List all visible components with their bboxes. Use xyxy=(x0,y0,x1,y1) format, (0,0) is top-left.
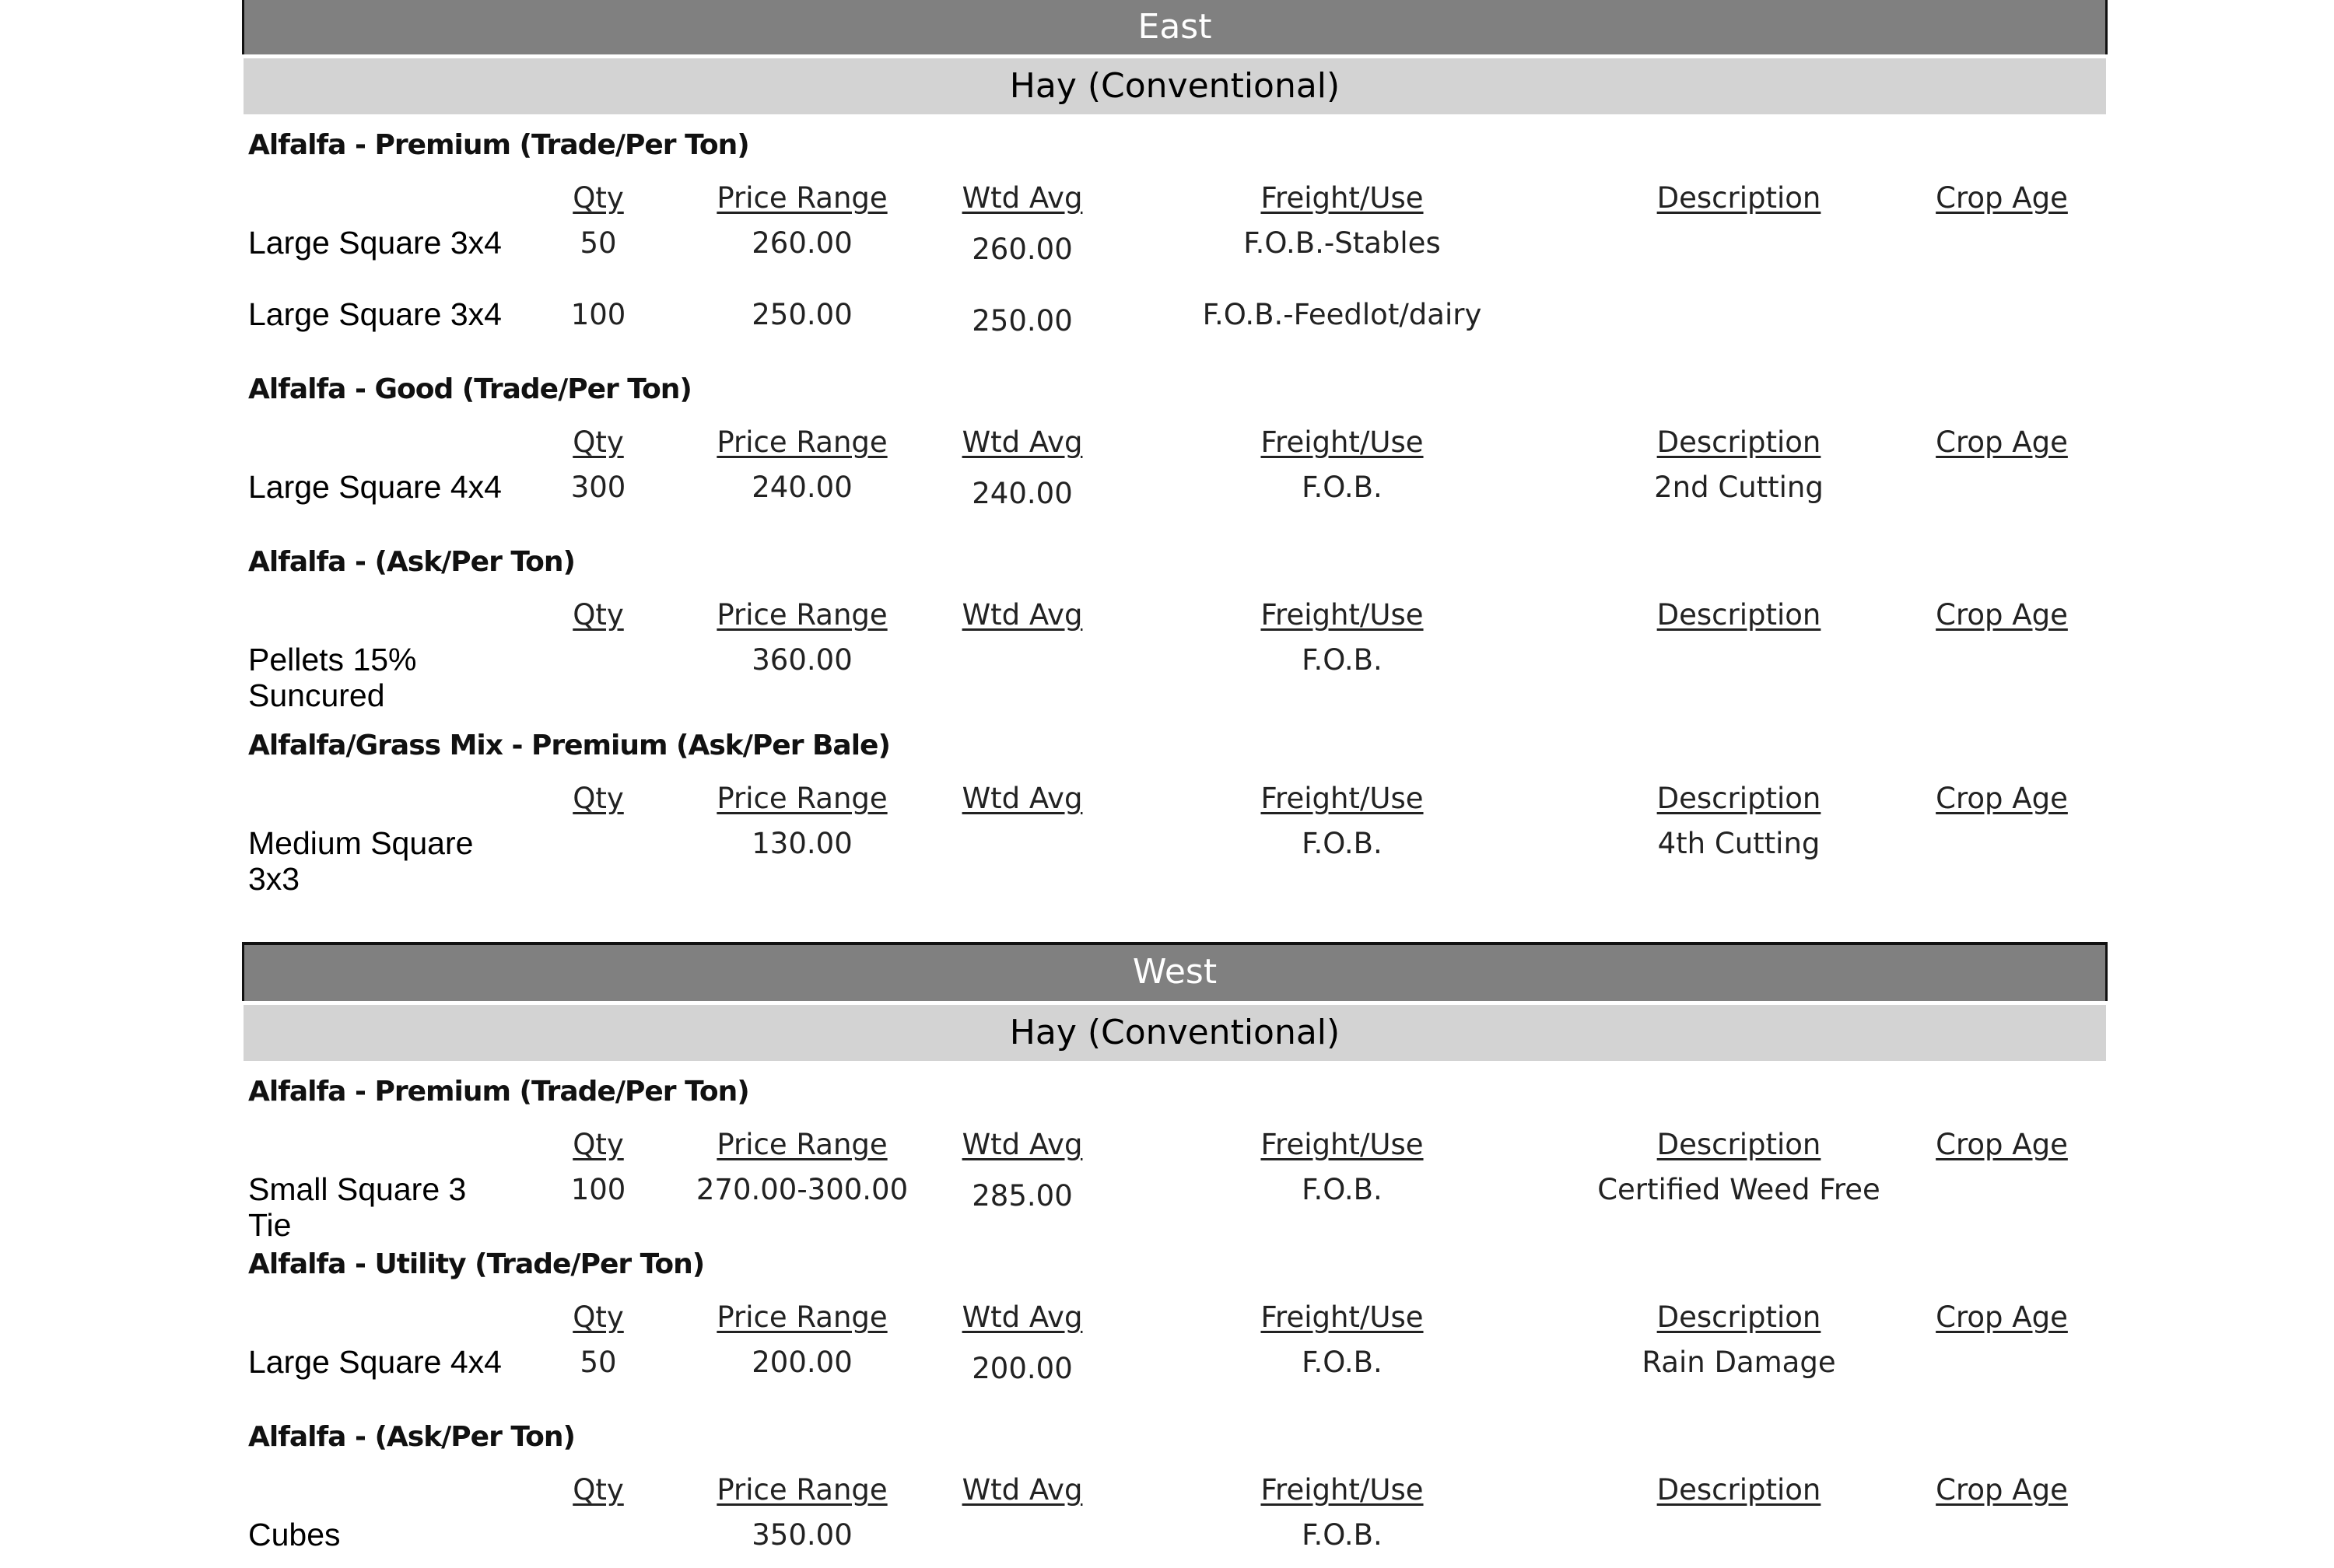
col-description: Description xyxy=(1656,782,1821,815)
col-wtd-avg: Wtd Avg xyxy=(962,598,1083,632)
col-price-range: Price Range xyxy=(717,1128,888,1161)
col-description: Description xyxy=(1656,181,1821,215)
column-header-row xyxy=(242,782,2108,817)
item-name: Large Square 3x4 xyxy=(248,296,502,332)
region-header: East xyxy=(242,0,2108,54)
col-freight-use: Freight/Use xyxy=(1260,425,1424,459)
col-qty: Qty xyxy=(573,782,624,815)
col-price-range: Price Range xyxy=(717,598,888,632)
wtd-avg-value: 240.00 xyxy=(972,477,1073,510)
freight-use-value: F.O.B. xyxy=(1302,827,1383,860)
col-freight-use: Freight/Use xyxy=(1260,782,1424,815)
section-title: Alfalfa - (Ask/Per Ton) xyxy=(248,1421,575,1453)
table-row xyxy=(242,1171,2108,1243)
region-header: West xyxy=(242,942,2108,1001)
table-row xyxy=(242,225,2108,266)
col-freight-use: Freight/Use xyxy=(1260,1473,1424,1507)
price-range-value: 270.00-300.00 xyxy=(696,1173,909,1206)
column-header-row xyxy=(242,1473,2108,1509)
category-header: Hay (Conventional) xyxy=(244,58,2106,114)
col-wtd-avg: Wtd Avg xyxy=(962,782,1083,815)
price-range-value: 350.00 xyxy=(752,1518,853,1552)
col-crop-age: Crop Age xyxy=(1936,782,2068,815)
col-freight-use: Freight/Use xyxy=(1260,1300,1424,1334)
description-value: 4th Cutting xyxy=(1657,827,1821,860)
freight-use-value: F.O.B. xyxy=(1302,1346,1383,1379)
col-description: Description xyxy=(1656,598,1821,632)
wtd-avg-value: 250.00 xyxy=(972,304,1073,338)
col-price-range: Price Range xyxy=(717,425,888,459)
column-header-row xyxy=(242,1128,2108,1164)
report-page xyxy=(242,0,2108,1554)
col-qty: Qty xyxy=(573,425,624,459)
freight-use-value: F.O.B. xyxy=(1302,1518,1383,1552)
qty-value: 50 xyxy=(580,1346,617,1379)
col-crop-age: Crop Age xyxy=(1936,425,2068,459)
description-value: Rain Damage xyxy=(1642,1346,1836,1379)
column-header-row xyxy=(242,598,2108,634)
table-row xyxy=(242,1344,2108,1385)
col-freight-use: Freight/Use xyxy=(1260,181,1424,215)
item-name: Large Square 4x4 xyxy=(248,1344,502,1380)
freight-use-value: F.O.B. xyxy=(1302,471,1383,504)
freight-use-value: F.O.B.-Feedlot/dairy xyxy=(1202,298,1482,331)
freight-use-value: F.O.B. xyxy=(1302,1173,1383,1206)
item-name: Small Square 3 Tie xyxy=(248,1171,467,1243)
item-name: Large Square 3x4 xyxy=(248,225,502,261)
col-description: Description xyxy=(1656,1473,1821,1507)
freight-use-value: F.O.B.-Stables xyxy=(1243,226,1441,260)
section-title: Alfalfa - (Ask/Per Ton) xyxy=(248,546,575,578)
price-range-value: 250.00 xyxy=(752,298,853,331)
col-wtd-avg: Wtd Avg xyxy=(962,181,1083,215)
region-east xyxy=(242,0,2108,898)
col-qty: Qty xyxy=(573,181,624,215)
item-name: Cubes xyxy=(248,1517,341,1552)
wtd-avg-value: 200.00 xyxy=(972,1352,1073,1385)
col-crop-age: Crop Age xyxy=(1936,598,2068,632)
price-range-value: 200.00 xyxy=(752,1346,853,1379)
price-range-value: 260.00 xyxy=(752,226,853,260)
col-price-range: Price Range xyxy=(717,782,888,815)
col-qty: Qty xyxy=(573,598,624,632)
column-header-row xyxy=(242,425,2108,461)
section-title: Alfalfa - Premium (Trade/Per Ton) xyxy=(248,129,749,161)
col-freight-use: Freight/Use xyxy=(1260,1128,1424,1161)
col-crop-age: Crop Age xyxy=(1936,181,2068,215)
region-west xyxy=(242,942,2108,1554)
col-wtd-avg: Wtd Avg xyxy=(962,1128,1083,1161)
price-range-value: 360.00 xyxy=(752,643,853,677)
qty-value: 50 xyxy=(580,226,617,260)
wtd-avg-value: 285.00 xyxy=(972,1179,1073,1213)
item-name: Large Square 4x4 xyxy=(248,469,502,505)
item-name: Pellets 15% Suncured xyxy=(248,642,417,713)
table-row xyxy=(242,1518,2108,1554)
table-row xyxy=(242,643,2108,715)
section-title: Alfalfa - Good (Trade/Per Ton) xyxy=(248,373,692,405)
qty-value: 100 xyxy=(570,1173,626,1206)
col-freight-use: Freight/Use xyxy=(1260,598,1424,632)
col-qty: Qty xyxy=(573,1128,624,1161)
qty-value: 100 xyxy=(570,298,626,331)
col-price-range: Price Range xyxy=(717,1473,888,1507)
table-row xyxy=(242,469,2108,510)
price-range-value: 130.00 xyxy=(752,827,853,860)
item-name: Medium Square 3x3 xyxy=(248,825,474,897)
col-crop-age: Crop Age xyxy=(1936,1128,2068,1161)
qty-value: 300 xyxy=(570,471,626,504)
section-title: Alfalfa - Premium (Trade/Per Ton) xyxy=(248,1076,749,1108)
col-qty: Qty xyxy=(573,1473,624,1507)
col-wtd-avg: Wtd Avg xyxy=(962,1300,1083,1334)
col-wtd-avg: Wtd Avg xyxy=(962,1473,1083,1507)
column-header-row xyxy=(242,1300,2108,1336)
description-value: 2nd Cutting xyxy=(1654,471,1824,504)
column-header-row xyxy=(242,181,2108,217)
col-description: Description xyxy=(1656,1128,1821,1161)
col-crop-age: Crop Age xyxy=(1936,1473,2068,1507)
col-description: Description xyxy=(1656,425,1821,459)
category-header: Hay (Conventional) xyxy=(244,1005,2106,1061)
col-crop-age: Crop Age xyxy=(1936,1300,2068,1334)
freight-use-value: F.O.B. xyxy=(1302,643,1383,677)
col-price-range: Price Range xyxy=(717,181,888,215)
col-price-range: Price Range xyxy=(717,1300,888,1334)
section-title: Alfalfa/Grass Mix - Premium (Ask/Per Bale) xyxy=(248,730,890,761)
col-qty: Qty xyxy=(573,1300,624,1334)
section-title: Alfalfa - Utility (Trade/Per Ton) xyxy=(248,1248,705,1280)
description-value: Certified Weed Free xyxy=(1597,1173,1880,1206)
col-description: Description xyxy=(1656,1300,1821,1334)
col-wtd-avg: Wtd Avg xyxy=(962,425,1083,459)
price-range-value: 240.00 xyxy=(752,471,853,504)
table-row xyxy=(242,827,2108,898)
wtd-avg-value: 260.00 xyxy=(972,233,1073,266)
table-row xyxy=(242,296,2108,338)
